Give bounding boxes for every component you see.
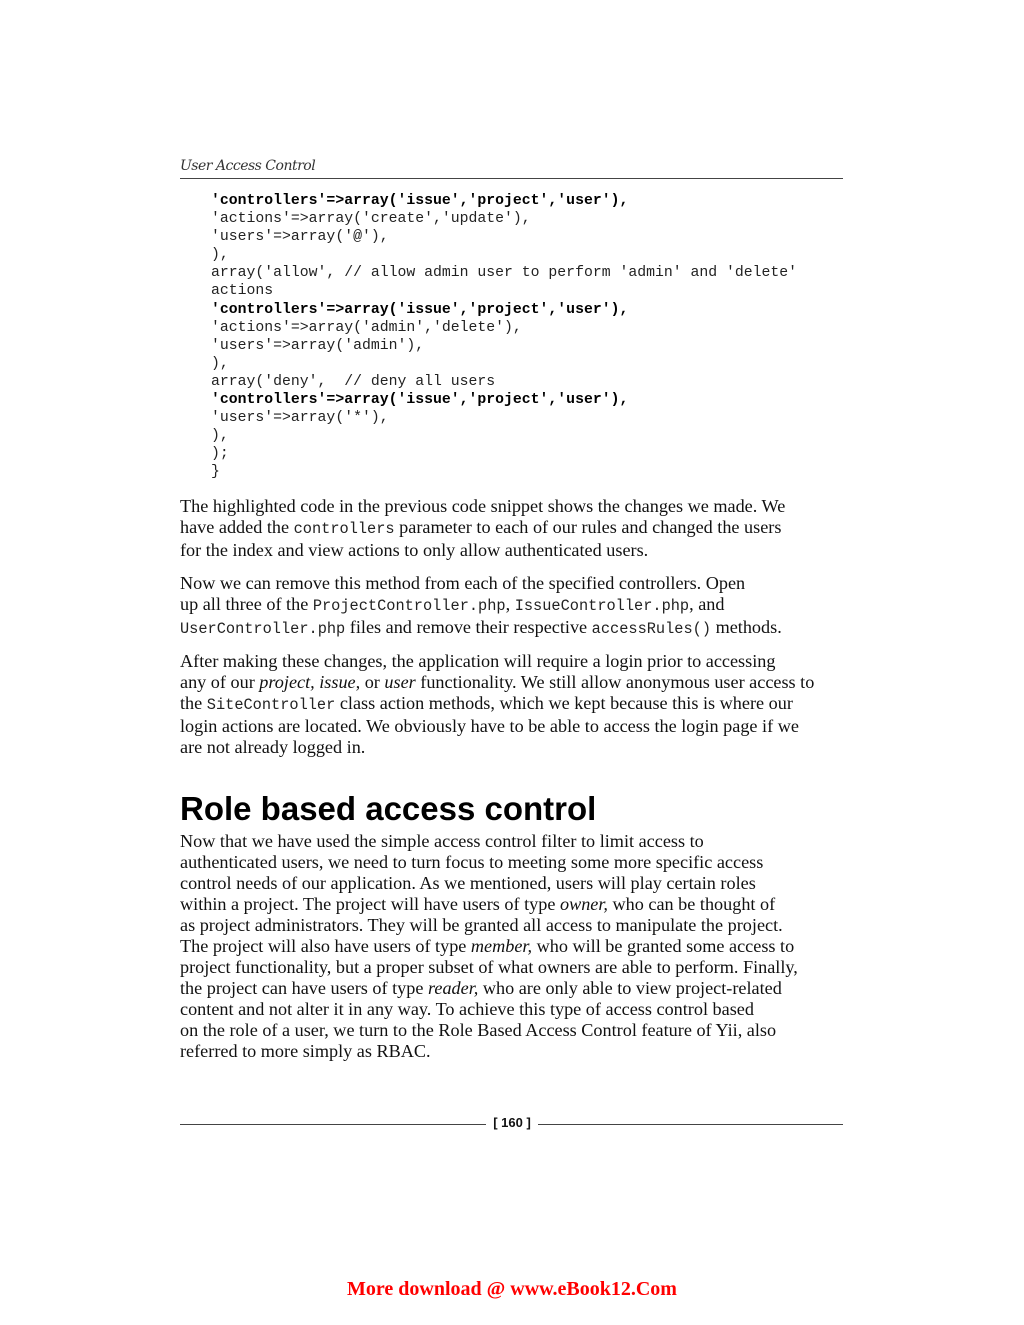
- text-run: for the index and view actions to only allow authenticated users.: [180, 540, 649, 560]
- text-run: who are only able to view project-related: [478, 978, 782, 998]
- text-run: have added the: [180, 517, 294, 537]
- emphasis: user: [384, 672, 416, 692]
- text-line: [180, 894, 798, 915]
- code-block: [211, 192, 797, 482]
- footer-rule-right: [538, 1124, 843, 1125]
- text-line: [180, 716, 814, 737]
- text-line: [180, 873, 798, 894]
- code-line: ),: [211, 428, 229, 445]
- section-heading: Role based access control: [180, 790, 597, 827]
- paragraph-after-changes: [180, 651, 814, 758]
- header-rule: [180, 178, 843, 179]
- text-run: within a project. The project will have users of type: [180, 894, 560, 914]
- text-run: the project can have users of type: [180, 978, 428, 998]
- text-line: [180, 693, 814, 716]
- inline-code: UserController.php: [180, 620, 346, 638]
- code-line: 'users'=>array('@'),: [211, 229, 389, 246]
- text-line: [180, 651, 814, 672]
- text-run: authenticated users, we need to turn focus to meeting some more specific access: [180, 852, 764, 872]
- text-run: content and not alter it in any way. To achieve this type of access control based: [180, 999, 754, 1019]
- text-line: [180, 852, 798, 873]
- text-run: files and remove their respective: [345, 617, 592, 637]
- code-line: 'users'=>array('admin'),: [211, 337, 425, 354]
- paragraph-rbac-intro: [180, 831, 798, 1062]
- code-line: );: [211, 446, 229, 463]
- running-head: User Access Control: [180, 158, 316, 174]
- text-line: [180, 594, 782, 617]
- text-line: [180, 936, 798, 957]
- paragraph-highlighted-code: [180, 496, 785, 561]
- text-run: parameter to each of our rules and changed the users: [394, 517, 782, 537]
- text-run: login actions are located. We obviously have to be able to access the login page if we: [180, 716, 799, 736]
- code-line: 'users'=>array('*'),: [211, 410, 389, 427]
- text-run: who will be granted some access to: [532, 936, 795, 956]
- code-line: array('deny', // deny all users: [211, 373, 496, 390]
- code-line: ),: [211, 247, 229, 264]
- text-line: [180, 1020, 798, 1041]
- text-line: [180, 672, 814, 693]
- text-run: control needs of our application. As we mentioned, users will play certain roles: [180, 873, 756, 893]
- text-run: project functionality, but a proper subset of what owners are able to perform. Finally,: [180, 957, 798, 977]
- text-run: on the role of a user, we turn to the Role Based Access Control feature of Yii, also: [180, 1020, 777, 1040]
- code-line: ),: [211, 355, 229, 372]
- text-line: [180, 540, 785, 561]
- text-run: The project will also have users of type: [180, 936, 471, 956]
- text-line: [180, 957, 798, 978]
- text-run: referred to more simply as RBAC.: [180, 1041, 431, 1061]
- text-line: [180, 1041, 798, 1062]
- code-line: 'controllers'=>array('issue','project','user'),: [211, 301, 629, 318]
- emphasis: owner,: [559, 894, 608, 914]
- code-line: actions: [211, 283, 274, 300]
- code-line: array('allow', // allow admin user to perform 'admin' and 'delete': [211, 265, 798, 282]
- text-run: or: [360, 672, 385, 692]
- footer-rule-left: [180, 1124, 486, 1125]
- text-run: After making these changes, the application will require a login prior to accessing: [180, 651, 776, 671]
- text-run: Now that we have used the simple access control filter to limit access to: [180, 831, 704, 851]
- inline-code: IssueController.php: [514, 597, 690, 615]
- inline-code: ProjectController.php: [312, 597, 506, 615]
- inline-code: controllers: [293, 520, 395, 538]
- text-run: ,: [505, 594, 515, 614]
- text-run: class action methods, which we kept because this is where our: [335, 693, 793, 713]
- promo-link[interactable]: More download @ www.eBook12.Com: [347, 1278, 677, 1300]
- code-line: 'controllers'=>array('issue','project','user'),: [211, 193, 629, 209]
- paragraph-remove-method: [180, 573, 782, 640]
- code-line: 'actions'=>array('admin','delete'),: [211, 319, 522, 336]
- text-run: any of our: [180, 672, 260, 692]
- page-number: [ 160 ]: [493, 1115, 531, 1130]
- inline-code: SiteController: [206, 696, 336, 714]
- code-line: 'controllers'=>array('issue','project','user'),: [211, 392, 629, 409]
- text-run: as project administrators. They will be granted all access to manipulate the project.: [180, 915, 783, 935]
- text-line: [180, 617, 782, 640]
- text-run: The highlighted code in the previous code snippet shows the changes we made. We: [180, 496, 786, 516]
- code-line: 'actions'=>array('create','update'),: [211, 211, 531, 228]
- text-line: [180, 517, 785, 540]
- code-line: }: [211, 464, 220, 481]
- text-run: methods.: [711, 617, 782, 637]
- text-line: [180, 831, 798, 852]
- text-run: the: [180, 693, 207, 713]
- text-run: who can be thought of: [607, 894, 776, 914]
- inline-code: accessRules(): [591, 620, 712, 638]
- emphasis: member,: [470, 936, 533, 956]
- text-run: functionality. We still allow anonymous user access to: [415, 672, 815, 692]
- text-run: , and: [689, 594, 725, 614]
- text-line: [180, 737, 814, 758]
- text-line: [180, 573, 782, 594]
- text-line: [180, 999, 798, 1020]
- text-line: [180, 496, 785, 517]
- emphasis: project, issue,: [259, 672, 361, 692]
- text-run: Now we can remove this method from each of the specified controllers. Open: [180, 573, 746, 593]
- text-line: [180, 915, 798, 936]
- text-run: are not already logged in.: [180, 737, 366, 757]
- text-run: up all three of the: [180, 594, 313, 614]
- emphasis: reader,: [427, 978, 479, 998]
- text-line: [180, 978, 798, 999]
